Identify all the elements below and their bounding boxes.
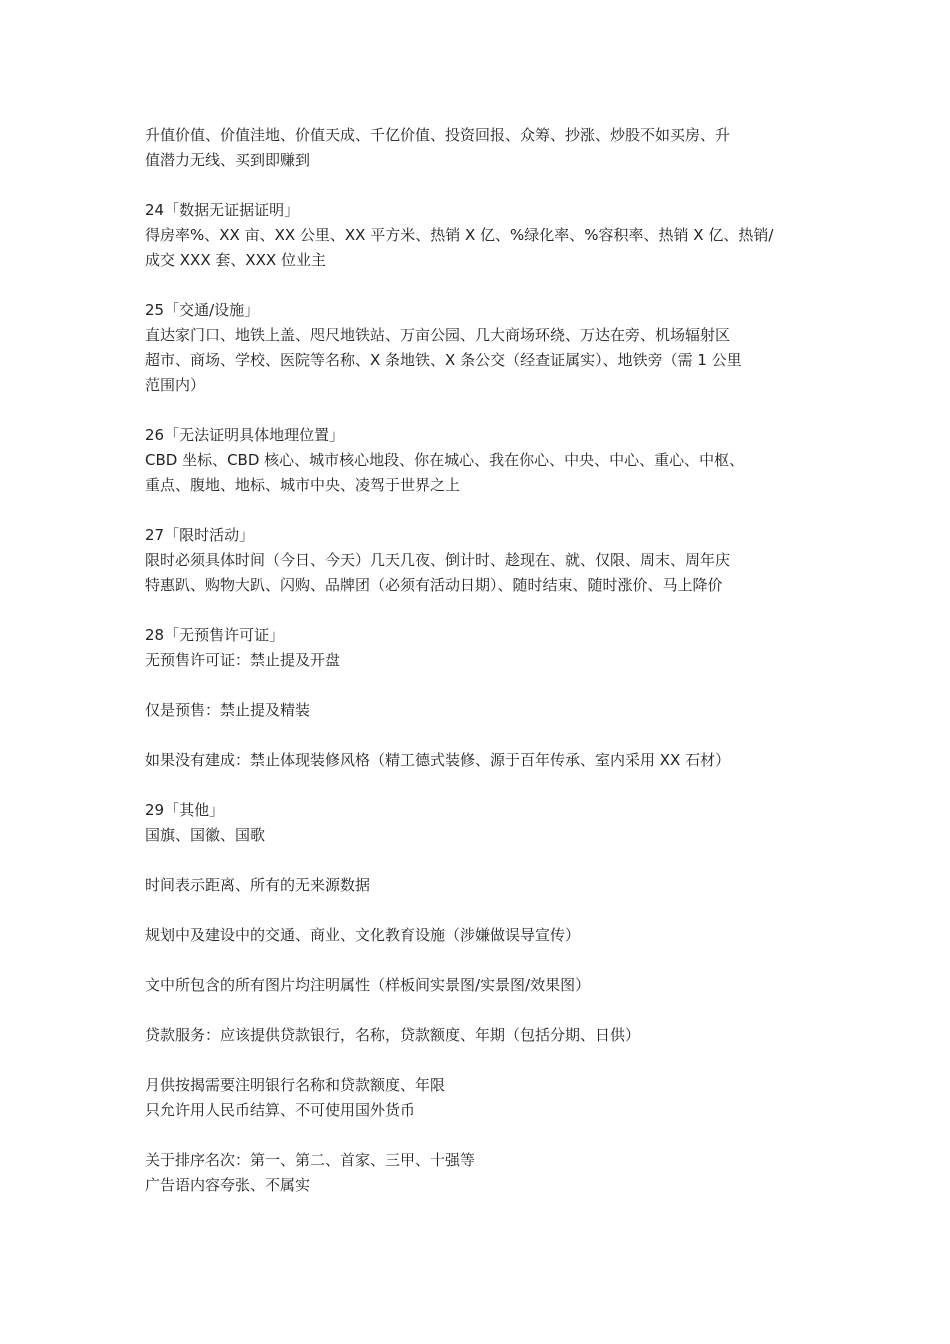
section-heading: 29「其他」	[145, 801, 225, 819]
paragraph-gap	[145, 173, 820, 198]
text-line: 成交 XXX 套、XXX 位业主	[145, 251, 326, 269]
text-line: 文中所包含的所有图片均注明属性（样板间实景图/实景图/效果图）	[145, 976, 591, 994]
paragraph-gap	[145, 498, 820, 523]
text-line: 只允许用人民币结算、不可使用国外货币	[145, 1101, 416, 1119]
text-line: 国旗、国徽、国歌	[145, 826, 266, 844]
text-line: 月供按揭需要注明银行名称和贷款额度、年限	[145, 1076, 446, 1094]
paragraph-gap	[145, 898, 820, 923]
paragraph-gap	[145, 273, 820, 298]
section-heading: 25「交通/设施」	[145, 301, 260, 319]
text-line: 特惠趴、购物大趴、闪购、品牌团（必须有活动日期）、随时结束、随时涨价、马上降价	[145, 576, 723, 594]
text-line: 限时必须具体时间（今日、今天）几天几夜、倒计时、趁现在、就、仅限、周末、周年庆	[145, 551, 731, 569]
paragraph-gap	[145, 723, 820, 748]
section-heading: 27「限时活动」	[145, 526, 255, 544]
text-line: 规划中及建设中的交通、商业、文化教育设施（涉嫌做误导宣传）	[145, 926, 581, 944]
document-body	[145, 123, 820, 1198]
text-line: 关于排序名次：第一、第二、首家、三甲、十强等	[145, 1151, 476, 1169]
paragraph-gap	[145, 998, 820, 1023]
text-line: 时间表示距离、所有的无来源数据	[145, 876, 371, 894]
paragraph-gap	[145, 948, 820, 973]
text-line: 无预售许可证：禁止提及开盘	[145, 651, 341, 669]
text-line: 重点、腹地、地标、城市中央、凌驾于世界之上	[145, 476, 461, 494]
text-line: 得房率%、XX 亩、XX 公里、XX 平方米、热销 X 亿、%绿化率、%容积率、热销 X 亿、热销/	[145, 226, 774, 244]
text-line: 超市、商场、学校、医院等名称、X 条地铁、X 条公交（经查证属实）、地铁旁（需 1 公里	[145, 351, 742, 369]
text-line: 贷款服务：应该提供贷款银行，名称，贷款额度、年期（包括分期、日供）	[145, 1026, 641, 1044]
text-line: 如果没有建成：禁止体现装修风格（精工德式装修、源于百年传承、室内采用 XX 石材）	[145, 751, 731, 769]
text-line: 仅是预售：禁止提及精装	[145, 701, 311, 719]
text-line: 范围内）	[145, 376, 206, 394]
text-line: 值潜力无线、买到即赚到	[145, 151, 311, 169]
text-line: 广告语内容夸张、不属实	[145, 1176, 311, 1194]
paragraph-gap	[145, 1048, 820, 1073]
paragraph-gap	[145, 773, 820, 798]
text-line: 直达家门口、地铁上盖、咫尺地铁站、万亩公园、几大商场环绕、万达在旁、机场辐射区	[145, 326, 731, 344]
paragraph-gap	[145, 848, 820, 873]
text-line: CBD 坐标、CBD 核心、城市核心地段、你在城心、我在你心、中央、中心、重心、中枢、	[145, 451, 745, 469]
section-heading: 26「无法证明具体地理位置」	[145, 426, 345, 444]
text-line: 升值价值、价值洼地、价值天成、千亿价值、投资回报、众筹、抄涨、炒股不如买房、升	[145, 126, 731, 144]
section-heading: 28「无预售许可证」	[145, 626, 285, 644]
section-heading: 24「数据无证据证明」	[145, 201, 300, 219]
paragraph-gap	[145, 398, 820, 423]
paragraph-gap	[145, 673, 820, 698]
paragraph-gap	[145, 598, 820, 623]
paragraph-gap	[145, 1123, 820, 1148]
